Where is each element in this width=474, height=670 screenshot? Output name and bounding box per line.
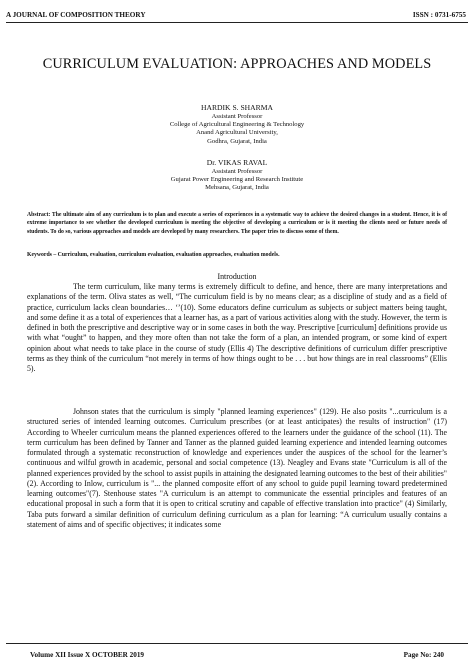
- footer-rule: [6, 643, 468, 644]
- volume-issue: Volume XII Issue X OCTOBER 2019: [30, 651, 145, 659]
- section-title: Introduction: [217, 272, 257, 281]
- paper-title: CURRICULUM EVALUATION: APPROACHES AND MODELS: [42, 56, 432, 72]
- author-affiliation-line: Assistant Professor: [211, 168, 263, 175]
- header-rule: [6, 22, 468, 23]
- author-block-2: [60, 158, 414, 193]
- body-paragraph: Johnson states that the curriculum is simply "planned learning experiences" (129). He also posits "...curriculum is a structured series of intended learning outcomes. Curriculum prescribes (or at least anticipates) the results of instruction" (17) According to Wheeler curriculum means the planned experiences offered to the learners under the guidance of the school (11). The term curriculum has been defined by Tanner and Tanner as the planned guided learning experience and intended learning outcomes formulated through a systematic reconstruction of knowledge and experiences under the auspices of the school for the learner’s continuous and wilful growth in academic, personal and social competence (13). Neagley and Evans state "Curriculum is all of the planned experiences provided by the school to assist pupils in attaining the designated learning outcomes to the best of their abilities" (2). According to Inlow, curriculum is "... the planned composite effort of any school to guide pupil learning toward predetermined learning outcomes"(7). Stenhouse states "A curriculum is an attempt to communicate the essential principles and features of an educational proposal in such a form that it is open to critical scrutiny and capable of effective translation into practice" (4) Similarly, Taba puts forward a similar definition of curriculum defining curriculum as a plan for learning: “A curriculum usually contains a statement of aims and of specific objectives; it indicates some: [27, 407, 447, 529]
- journal-name: A JOURNAL OF COMPOSITION THEORY: [6, 11, 146, 19]
- author-affiliation-line: Godhra, Gujarat, India: [207, 137, 267, 145]
- abstract: Abstract: The ultimate aim of any curriculum is to plan and execute a series of experiences in a systematic way to achieve the desired changes in a student. Hence, it is of extreme importance to see whether the developed curriculum is meeting the objective of developing a curriculum or is it meeting the clients need or future needs of students. To do so, various approaches and models are developed by many researchers. The paper tries to discuss some of them.: [27, 212, 447, 235]
- body-paragraph: The term curriculum, like many terms is extremely difficult to define, and hence, there are many interpretations and explanations of the term. Oliva states as well, “The curriculum field is by no means clear; as a discipline of study and as a field of practice, curriculum lacks clean boundaries… ‘’(10). Some educators define curriculum as subjects or subject matters being taught, and some define it as a total of experiences that a learner has, as a part of various activities along with the study. However, the term is defined in both the prescriptive and descriptive way or in some cases in both the way. Prescriptive [curriculum] definitions provide us with what “ought” to happen, and they more often than not take the form of a plan, an intended program, or some kind of expert opinion about what needs to take place in the course of study (Ellis 4) The descriptive definitions of curriculum differ prescriptive terms as they think of the curriculum “not merely in terms of how things ought to be . . . but how things are in real classrooms” (Ellis 5).: [27, 282, 447, 373]
- author-name: Dr. VIKAS RAVAL: [206, 158, 268, 167]
- author-affiliation-line: Gujarat Power Engineering and Research Institute: [170, 176, 304, 184]
- author-block-1: [60, 103, 414, 146]
- author-affiliation-line: Anand Agricultural University,: [196, 129, 278, 137]
- author-affiliation-line: Mehsana, Gujarat, India: [205, 184, 269, 192]
- author-affiliation-line: College of Agricultural Engineering & Technology: [169, 121, 305, 129]
- issn-label: ISSN : 0731-6755: [412, 11, 466, 19]
- author-affiliation-line: Assistant Professor: [211, 113, 263, 120]
- keywords: Keywords – Curriculum, evaluation, curriculum evaluation, evaluation approaches, evaluation models.: [27, 252, 280, 258]
- page-number: Page No: 240: [403, 651, 444, 659]
- author-name: HARDIK S. SHARMA: [201, 103, 273, 112]
